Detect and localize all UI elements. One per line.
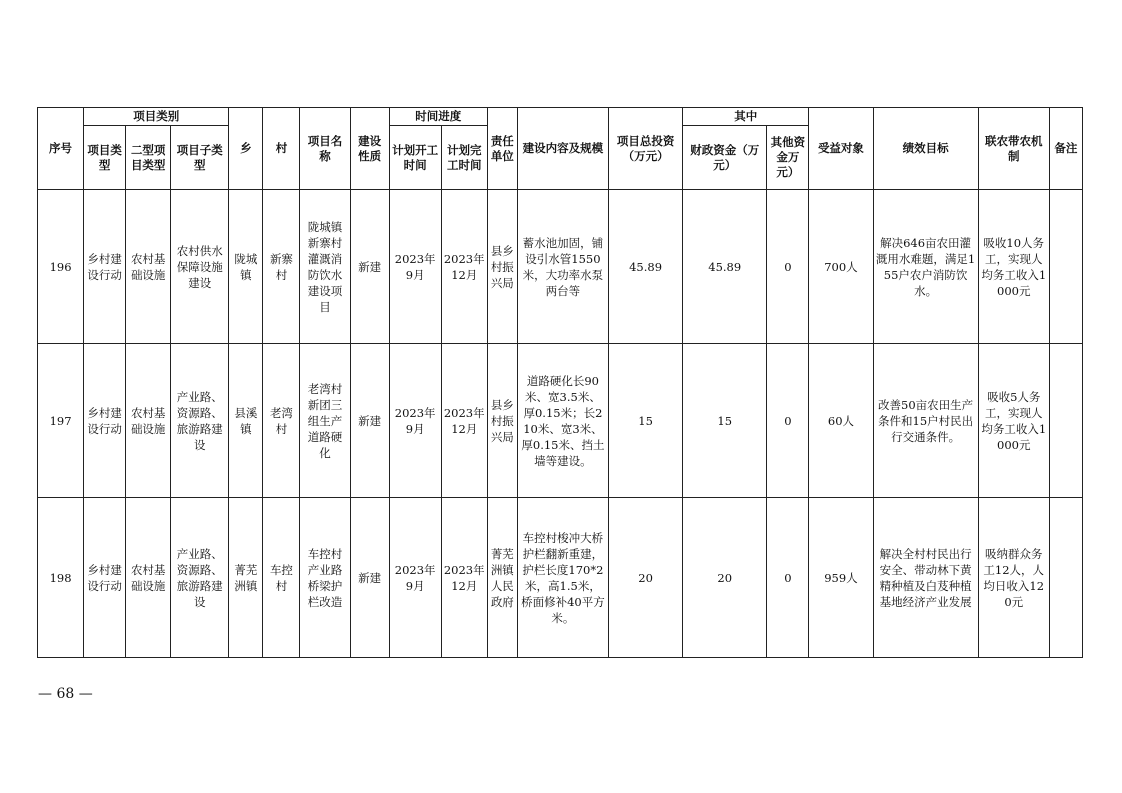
cell-subtype: 产业路、资源路、旅游路建设 xyxy=(171,498,229,658)
cell-end: 2023年12月 xyxy=(441,498,487,658)
project-table xyxy=(37,107,1083,658)
cell-type: 乡村建设行动 xyxy=(84,190,126,344)
cell-subtype2: 农村基础设施 xyxy=(126,498,171,658)
cell-village: 新寨村 xyxy=(263,190,300,344)
cell-name: 老湾村新团三组生产道路硬化 xyxy=(300,344,350,498)
header-start: 计划开工时间 xyxy=(389,126,441,190)
cell-nature: 新建 xyxy=(350,190,389,344)
cell-seq: 197 xyxy=(38,344,84,498)
cell-type: 乡村建设行动 xyxy=(84,344,126,498)
cell-goal: 解决646亩农田灌溉用水难题，满足155户农户消防饮水。 xyxy=(873,190,978,344)
cell-subtype2: 农村基础设施 xyxy=(126,190,171,344)
table-row xyxy=(38,344,1083,498)
table-row xyxy=(38,498,1083,658)
cell-total: 20 xyxy=(609,498,683,658)
header-beneficiary: 受益对象 xyxy=(809,108,873,190)
cell-name: 车控村产业路桥梁护栏改造 xyxy=(300,498,350,658)
cell-goal: 改善50亩农田生产条件和15户村民出行交通条件。 xyxy=(873,344,978,498)
cell-subtype: 产业路、资源路、旅游路建设 xyxy=(171,344,229,498)
cell-subtype: 农村供水保障设施建设 xyxy=(171,190,229,344)
cell-fiscal: 20 xyxy=(683,498,767,658)
cell-unit: 县乡村振兴局 xyxy=(487,344,517,498)
header-remark: 备注 xyxy=(1049,108,1082,190)
cell-start: 2023年9月 xyxy=(389,344,441,498)
cell-total: 45.89 xyxy=(609,190,683,344)
cell-fiscal: 15 xyxy=(683,344,767,498)
cell-village: 车控村 xyxy=(263,498,300,658)
header-village: 村 xyxy=(263,108,300,190)
cell-content: 车控村梭冲大桥护栏翻新重建，护栏长度170*2米，高1.5米，桥面修补40平方米。 xyxy=(517,498,608,658)
cell-mechanism: 吸收5人务工，实现人均务工收入1000元 xyxy=(978,344,1049,498)
cell-unit: 菁芜洲镇人民政府 xyxy=(487,498,517,658)
cell-start: 2023年9月 xyxy=(389,498,441,658)
cell-content: 蓄水池加固，铺设引水管1550米，大功率水泵两台等 xyxy=(517,190,608,344)
cell-other: 0 xyxy=(767,344,809,498)
cell-subtype2: 农村基础设施 xyxy=(126,344,171,498)
header-mechanism: 联农带农机制 xyxy=(978,108,1049,190)
cell-village: 老湾村 xyxy=(263,344,300,498)
header-progress-group: 时间进度 xyxy=(389,108,487,126)
cell-goal: 解决全村村民出行安全、带动林下黄精种植及白芨种植基地经济产业发展 xyxy=(873,498,978,658)
cell-type: 乡村建设行动 xyxy=(84,498,126,658)
cell-remark xyxy=(1049,190,1082,344)
cell-name: 陇城镇新寨村灌溉消防饮水建设项目 xyxy=(300,190,350,344)
header-seq: 序号 xyxy=(38,108,84,190)
cell-remark xyxy=(1049,498,1082,658)
cell-other: 0 xyxy=(767,190,809,344)
cell-nature: 新建 xyxy=(350,344,389,498)
cell-start: 2023年9月 xyxy=(389,190,441,344)
header-category-group: 项目类别 xyxy=(84,108,229,126)
cell-mechanism: 吸纳群众务工12人，人均日收入120元 xyxy=(978,498,1049,658)
page-number: — 68 — xyxy=(38,686,93,702)
header-total: 项目总投资（万元） xyxy=(609,108,683,190)
cell-beneficiary: 700人 xyxy=(809,190,873,344)
header-type: 项目类型 xyxy=(84,126,126,190)
cell-beneficiary: 959人 xyxy=(809,498,873,658)
header-fiscal: 财政资金（万元） xyxy=(683,126,767,190)
header-name: 项目名称 xyxy=(300,108,350,190)
header-nature: 建设性质 xyxy=(350,108,389,190)
cell-township: 陇城镇 xyxy=(229,190,263,344)
header-goal: 绩效目标 xyxy=(873,108,978,190)
cell-nature: 新建 xyxy=(350,498,389,658)
cell-content: 道路硬化长90米、宽3.5米、厚0.15米；长210米、宽3米、厚0.15米、挡土墙等建设。 xyxy=(517,344,608,498)
header-content: 建设内容及规模 xyxy=(517,108,608,190)
cell-beneficiary: 60人 xyxy=(809,344,873,498)
cell-seq: 198 xyxy=(38,498,84,658)
cell-unit: 县乡村振兴局 xyxy=(487,190,517,344)
cell-end: 2023年12月 xyxy=(441,190,487,344)
cell-end: 2023年12月 xyxy=(441,344,487,498)
cell-fiscal: 45.89 xyxy=(683,190,767,344)
cell-township: 菁芜洲镇 xyxy=(229,498,263,658)
header-township: 乡 xyxy=(229,108,263,190)
cell-other: 0 xyxy=(767,498,809,658)
header-subtype: 项目子类型 xyxy=(171,126,229,190)
header-end: 计划完工时间 xyxy=(441,126,487,190)
cell-total: 15 xyxy=(609,344,683,498)
header-subtype2: 二型项目类型 xyxy=(126,126,171,190)
header-other: 其他资金万元） xyxy=(767,126,809,190)
header-of-which: 其中 xyxy=(683,108,809,126)
cell-mechanism: 吸收10人务工，实现人均务工收入1000元 xyxy=(978,190,1049,344)
cell-seq: 196 xyxy=(38,190,84,344)
cell-township: 县溪镇 xyxy=(229,344,263,498)
table-row xyxy=(38,190,1083,344)
cell-remark xyxy=(1049,344,1082,498)
header-unit: 责任单位 xyxy=(487,108,517,190)
